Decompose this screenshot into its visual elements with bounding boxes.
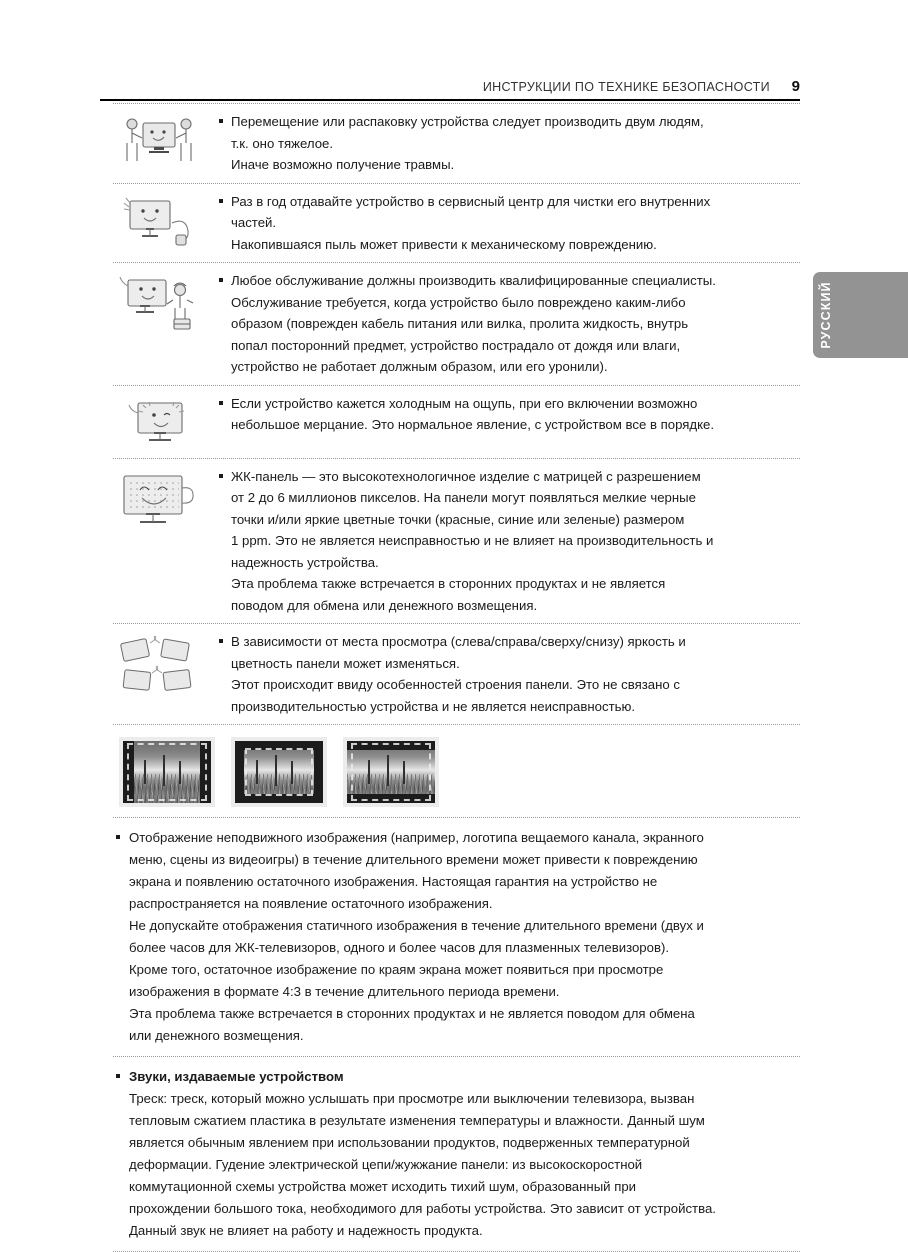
note-line: тепловым сжатием пластика в результате изменения температуры и влажности. Данный шум [129, 1113, 705, 1128]
tv-winking-flicker-icon [113, 393, 205, 451]
note-line: устройство не работает должным образом, или его уронили). [231, 359, 608, 374]
note-line: точки и/или яркие цветные точки (красные, синие или зеленые) размером [231, 511, 685, 527]
note-body [217, 393, 800, 436]
note-line: Не допускайте отображения статичного изображения в течение длительного времени (двух и [129, 918, 704, 933]
note-body [217, 631, 800, 717]
note-line: надежность устройства. [231, 554, 379, 570]
note-line: цветность панели может изменяться. [231, 655, 460, 671]
tv-vacuum-cleaning-icon [113, 191, 205, 255]
note-line: поводом для обмена или денежного возмещения. [231, 597, 538, 613]
running-head [100, 78, 800, 95]
page-number: 9 [791, 78, 800, 95]
note-line: Этот происходит ввиду особенностей строения панели. Это не связано с [231, 677, 681, 692]
note-line: Иначе возможно получение травмы. [231, 157, 455, 172]
note-line: образом (поврежден кабель питания или вилка, пролита жидкость, внутрь [231, 316, 689, 331]
note-line: Раз в год отдавайте устройство в сервисный центр для чистки его внутренних [231, 193, 711, 209]
note-body [217, 191, 800, 256]
note-line: т.к. оно тяжелое. [231, 135, 334, 151]
note-line: частей. [231, 215, 277, 230]
note-line: экрана и появлению остаточного изображения. Настоящая гарантия на устройство не [129, 874, 658, 889]
note-line: ЖК-панель — это высокотехнологичное изделие с матрицей с разрешением [231, 468, 701, 484]
note-row [113, 263, 800, 385]
note-body [217, 270, 800, 378]
image-retention-note [113, 818, 800, 1056]
note-text [205, 270, 800, 378]
note-line: небольшое мерцание. Это нормальное явление, с устройством все в порядке. [231, 417, 715, 432]
note-row [113, 624, 800, 724]
page-content [113, 103, 800, 1252]
note-line: является обычным явлением при использовании продуктов, подверженных температурной [129, 1135, 690, 1150]
note-line: Если устройство кажется холодным на ощупь, при его включении возможно [231, 395, 698, 411]
header-rule [100, 99, 800, 101]
note-line: Эта проблема также встречается в сторонних продуктах и не является поводом для обмена [129, 1006, 695, 1021]
device-sounds-note [113, 1057, 800, 1251]
note-body [217, 111, 800, 176]
note-line: меню, сцены из видеоигры) в течение длительного времени может привести к повреждению [129, 852, 698, 867]
note-body [113, 827, 800, 1047]
note-line: производительностью устройства и не является неисправностью. [231, 698, 636, 714]
note-line: коммутационной схемы устройства может исходить тихий шум, образованный при [129, 1179, 637, 1194]
tv-pixel-dots-icon [113, 466, 205, 542]
note-line: Кроме того, остаточное изображение по краям экрана может появиться при просмотре [129, 962, 664, 977]
language-tab-label: РУССКИЙ [819, 281, 833, 349]
note-line: Обслуживание требуется, когда устройство было повреждено каким-либо [231, 294, 686, 310]
note-text [205, 191, 800, 256]
note-line: распространяется на появление остаточного изображения. [129, 896, 493, 911]
note-line: прохождении большого тока, необходимого для работы устройства. Это зависит от устройства. [129, 1201, 716, 1216]
note-line: Эта проблема также встречается в сторонних продуктах и не является [231, 576, 666, 591]
photo-full-border [231, 737, 327, 807]
note-line: Перемещение или распаковку устройства следует производить двум людям, [231, 114, 704, 129]
photo-horizontal-bars [343, 737, 439, 807]
note-line: Накопившаяся пыль может привести к механическому повреждению. [231, 236, 657, 252]
note-line: изображения в формате 4:3 в течение длительного периода времени. [129, 984, 560, 999]
two-people-carrying-tv-icon [113, 111, 205, 175]
note-text [205, 393, 800, 436]
running-head-title: ИНСТРУКЦИИ ПО ТЕХНИКЕ БЕЗОПАСНОСТИ [482, 80, 770, 94]
language-thumb-tab [813, 272, 908, 358]
tv-with-technician-icon [113, 270, 205, 338]
note-line: Треск: треск, который можно услышать при просмотре или выключении телевизора, вызван [129, 1091, 695, 1106]
note-text [205, 631, 800, 717]
note-line: В зависимости от места просмотра (слева/справа/сверху/снизу) яркость и [231, 634, 686, 649]
note-text [205, 111, 800, 176]
note-row [113, 459, 800, 624]
note-line: деформации. Гудение электрической цепи/жужжание панели: из высокоскоростной [129, 1157, 643, 1172]
tv-viewing-angles-icon [113, 631, 205, 703]
note-body [113, 1066, 800, 1242]
note-line: более часов для ЖК-телевизоров, одного и более часов для плазменных телевизоров). [129, 940, 670, 955]
photo-vertical-bars [119, 737, 215, 807]
note-row [113, 184, 800, 263]
aspect-ratio-example-photos [113, 725, 800, 817]
note-text [205, 466, 800, 617]
note-line: Данный звук не влияет на работу и надежность продукта. [129, 1223, 483, 1238]
note-line: Любое обслуживание должны производить квалифицированные специалисты. [231, 273, 716, 288]
note-line: от 2 до 6 миллионов пикселов. На панели могут появляться мелкие черные [231, 490, 696, 505]
note-line: 1 ppm. Это не является неисправностью и не влияет на производительность и [231, 533, 714, 548]
note-line: или денежного возмещения. [129, 1028, 304, 1043]
note-body [217, 466, 800, 617]
note-heading: Звуки, издаваемые устройством [129, 1069, 344, 1084]
note-line: Отображение неподвижного изображения (например, логотипа вещаемого канала, экранного [129, 830, 704, 845]
note-row [113, 386, 800, 458]
note-row [113, 104, 800, 183]
note-line: попал посторонний предмет, устройство пострадало от дождя или влаги, [231, 337, 681, 353]
